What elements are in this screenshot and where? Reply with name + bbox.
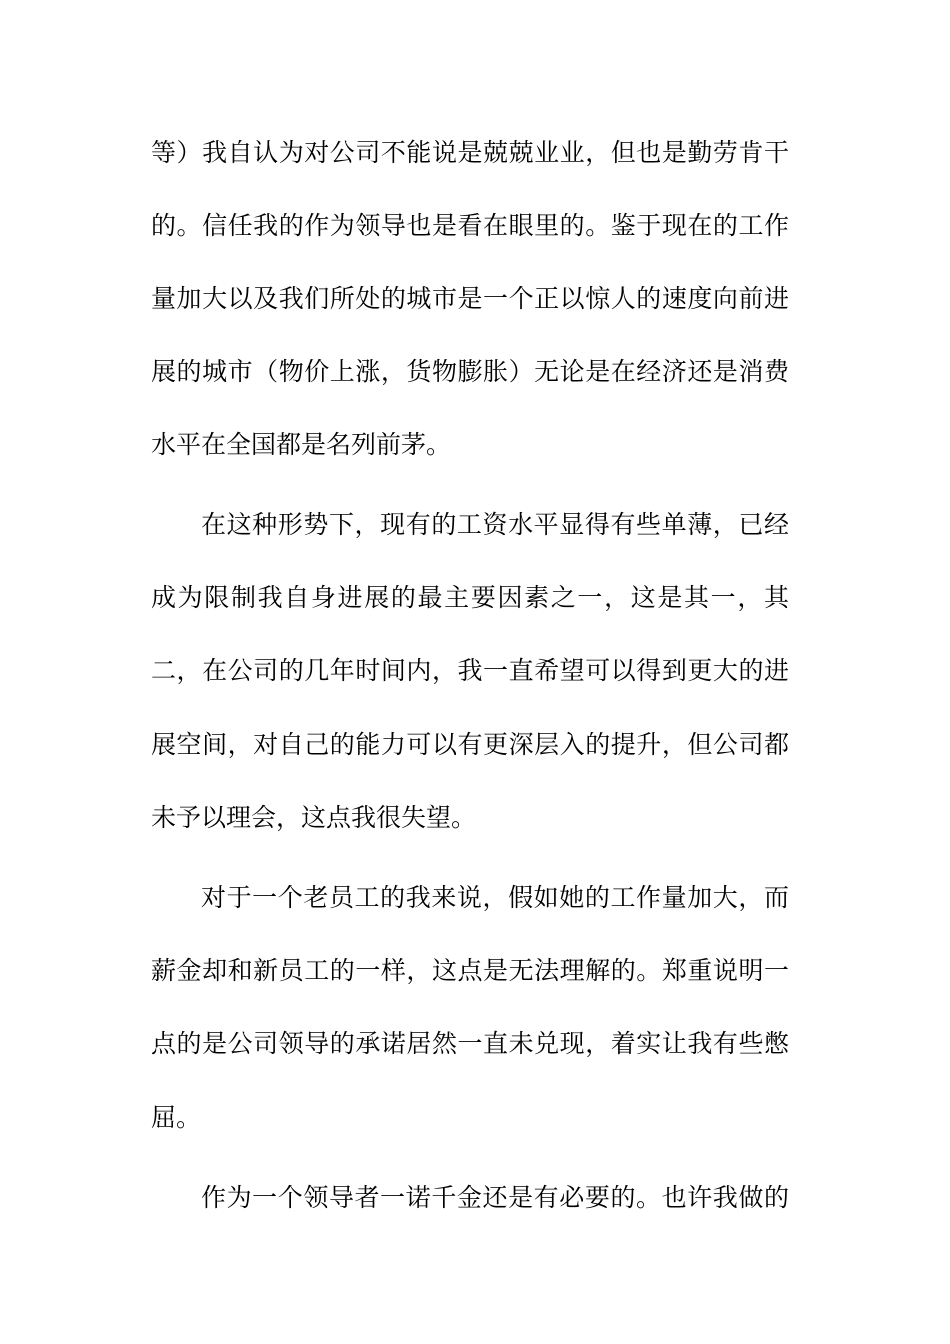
paragraph-first-line: 在这种形势下，现有的工资水平显得有些单薄，已经 — [201, 510, 789, 539]
text-line: 量加大以及我们所处的城市是一个正以惊人的速度向前进 — [151, 284, 789, 313]
text-line: 水平在全国都是名列前茅。 — [151, 430, 452, 459]
text-line: 未予以理会，这点我很失望。 — [151, 803, 477, 832]
text-line: 的。信任我的作为领导也是看在眼里的。鉴于现在的工作 — [151, 211, 789, 240]
paragraph-first-line: 作为一个领导者一诺千金还是有必要的。也许我做的 — [201, 1183, 789, 1212]
text-line: 屈。 — [151, 1103, 202, 1132]
text-line: 展空间，对自己的能力可以有更深层入的提升，但公司都 — [151, 730, 789, 759]
paragraph-first-line: 对于一个老员工的我来说，假如她的工作量加大，而 — [201, 883, 789, 912]
text-line: 等）我自认为对公司不能说是兢兢业业，但也是勤劳肯干 — [151, 138, 789, 167]
text-line: 二，在公司的几年时间内，我一直希望可以得到更大的进 — [151, 656, 789, 685]
text-line: 成为限制我自身进展的最主要因素之一，这是其一，其 — [151, 583, 789, 612]
text-line: 展的城市（物价上涨，货物膨胀）无论是在经济还是消费 — [151, 357, 789, 386]
text-line: 点的是公司领导的承诺居然一直未兑现，着实让我有些憋 — [151, 1029, 789, 1058]
text-line: 薪金却和新员工的一样，这点是无法理解的。郑重说明一 — [151, 956, 789, 985]
